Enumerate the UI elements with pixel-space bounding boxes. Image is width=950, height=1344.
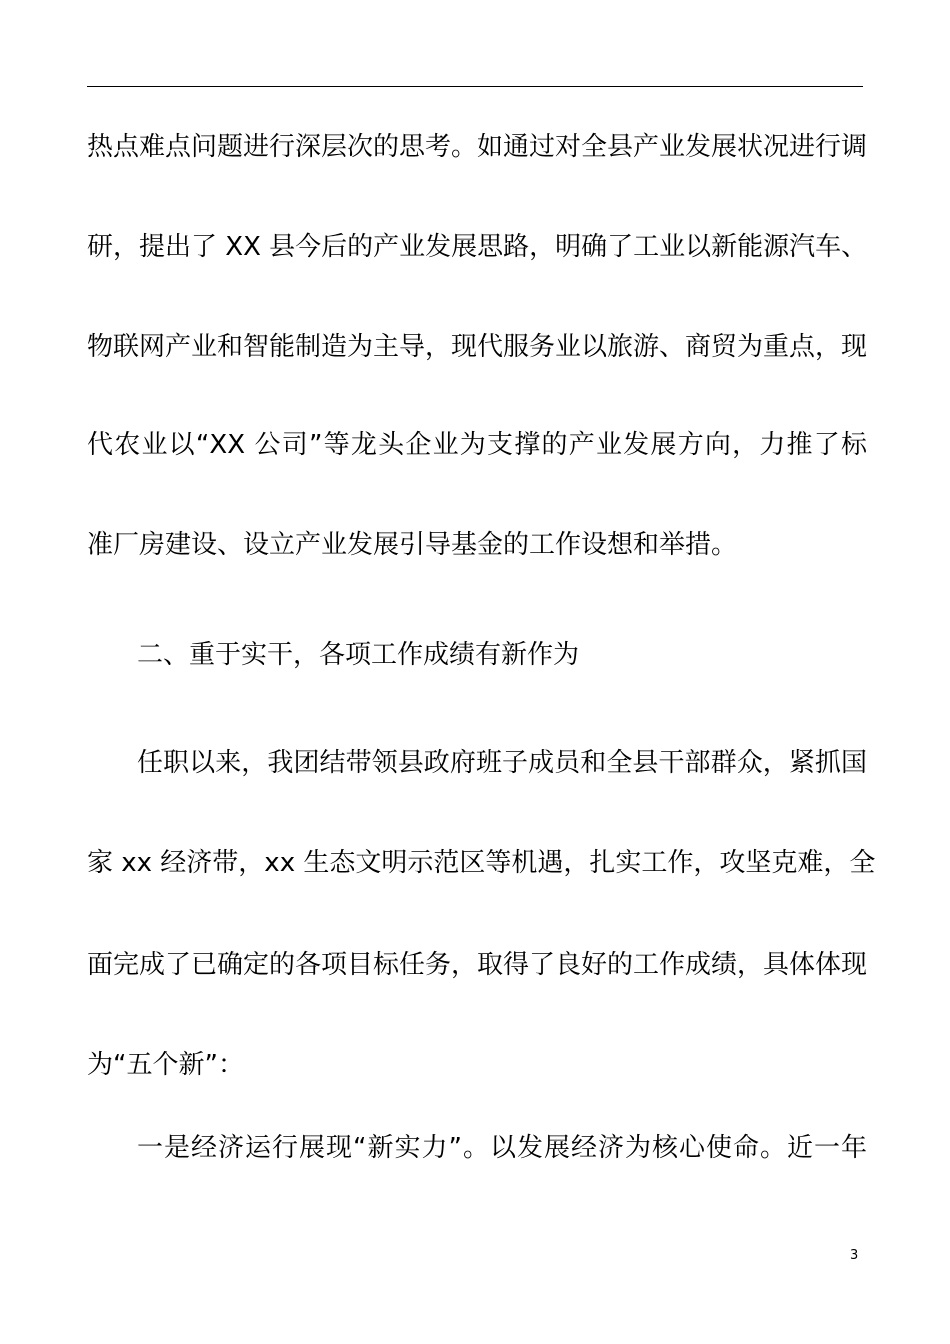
paragraph-line: 物联网产业和智能制造为主导，现代服务业以旅游、商贸为重点，现: [87, 332, 868, 362]
paragraph-line: 面完成了已确定的各项目标任务，取得了良好的工作成绩，具体体现: [87, 950, 868, 980]
paragraph-line: 热点难点问题进行深层次的思考。如通过对全县产业发展状况进行调: [87, 132, 868, 162]
paragraph-line: 家 xx 经济带，xx 生态文明示范区等机遇，扎实工作，攻坚克难，全: [87, 848, 876, 878]
paragraph-line: 任职以来，我团结带领县政府班子成员和全县干部群众，紧抓国: [137, 748, 867, 778]
paragraph-line: 一是经济运行展现“新实力”。以发展经济为核心使命。近一年: [137, 1133, 867, 1163]
page-number: 3: [850, 1248, 859, 1263]
paragraph-line: 准厂房建设、设立产业发展引导基金的工作设想和举措。: [87, 530, 738, 560]
paragraph-line: 研，提出了 XX 县今后的产业发展思路，明确了工业以新能源汽车、: [87, 232, 868, 262]
paragraph-line: 代农业以“XX 公司”等龙头企业为支撑的产业发展方向，力推了标: [87, 430, 867, 460]
paragraph-line: 为“五个新”：: [87, 1050, 244, 1080]
section-heading: 二、重于实干，各项工作成绩有新作为: [137, 640, 580, 670]
header-rule: [87, 86, 863, 87]
